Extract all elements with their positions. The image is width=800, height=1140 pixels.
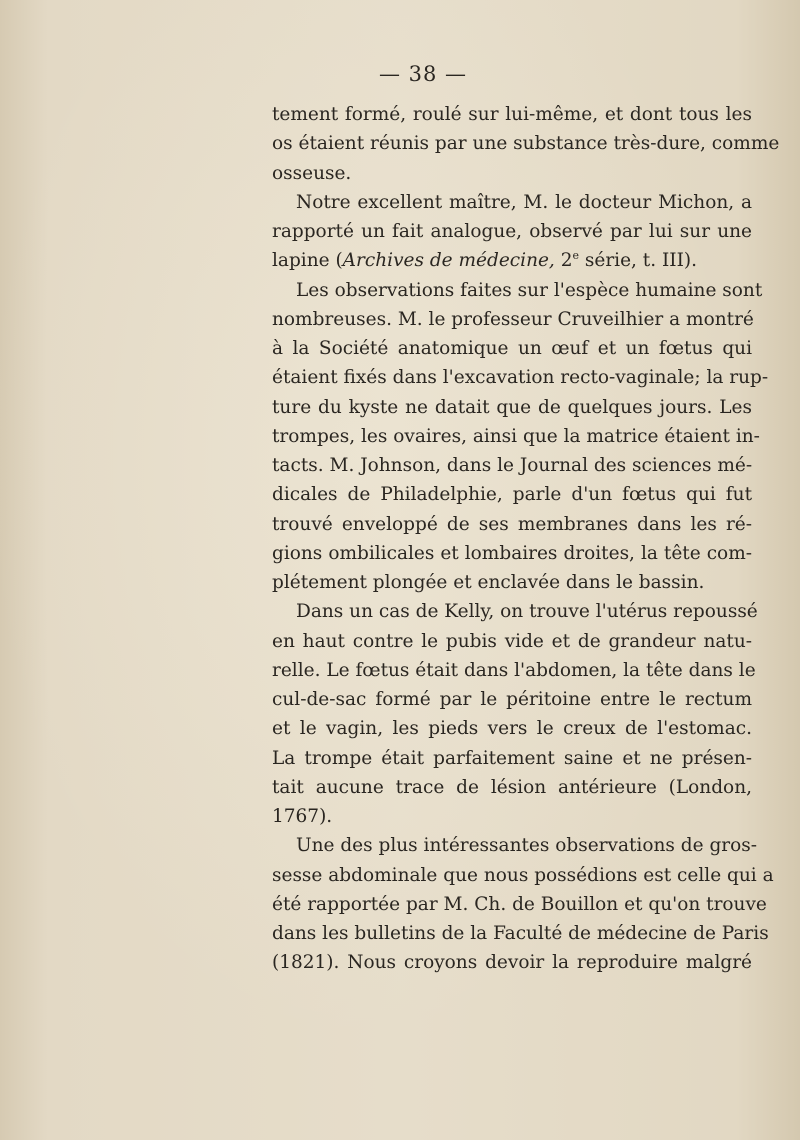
text-line: La trompe était parfaitement saine et ne présen- bbox=[272, 747, 752, 769]
text-line: tait aucune trace de lésion antérieure (London, bbox=[272, 776, 752, 798]
body-text bbox=[272, 100, 780, 978]
text-line: dans les bulletins de la Faculté de médecine de Paris bbox=[272, 923, 769, 944]
text-line: cul-de-sac formé par le péritoine entre le rectum bbox=[272, 689, 752, 710]
text-line: été rapportée par M. Ch. de Bouillon et qu'on trouve bbox=[272, 893, 767, 915]
text-line: Une des plus intéressantes observations de gros- bbox=[296, 835, 758, 857]
text-line: sesse abdominale que nous possédions est celle qui a bbox=[272, 864, 774, 886]
text-line: tacts. M. Johnson, dans le Journal des sciences mé- bbox=[272, 455, 753, 476]
superscript: e bbox=[572, 249, 579, 263]
text-line: à la Société anatomique un œuf et un fœtus qui bbox=[272, 338, 752, 359]
text-line: trouvé enveloppé de ses membranes dans les ré- bbox=[272, 513, 752, 535]
text-line: trompes, les ovaires, ainsi que la matrice étaient in- bbox=[272, 425, 760, 447]
text-line bbox=[272, 246, 752, 275]
text-segment: lapine ( bbox=[272, 250, 343, 272]
text-segment: série, t. III). bbox=[579, 250, 698, 272]
text-line: en haut contre le pubis vide et de grandeur natu- bbox=[272, 630, 752, 652]
text-line: (1821). Nous croyons devoir la reproduire malgré bbox=[272, 952, 752, 974]
text-line: Notre excellent maître, M. le docteur Michon, a bbox=[296, 191, 752, 213]
text-line: 1767). bbox=[272, 806, 333, 827]
text-line: relle. Le fœtus était dans l'abdomen, la tête dans le bbox=[272, 659, 756, 681]
text-line: Les observations faites sur l'espèce humaine sont bbox=[296, 279, 763, 301]
text-line: osseuse. bbox=[272, 162, 352, 184]
text-line: os étaient réunis par une substance très-dure, comme bbox=[272, 133, 780, 155]
text-line: ture du kyste ne datait que de quelques jours. Les bbox=[272, 396, 752, 418]
text-line: rapporté un fait analogue, observé par lui sur une bbox=[272, 221, 752, 242]
text-line: dicales de Philadelphie, parle d'un fœtus qui fut bbox=[272, 484, 752, 506]
text-segment: 2 bbox=[554, 250, 573, 272]
text-line: plétement plongée et enclavée dans le bassin. bbox=[272, 572, 705, 593]
page-number: — 38 — bbox=[378, 62, 468, 86]
text-line: tement formé, roulé sur lui-même, et dont tous les bbox=[272, 104, 752, 125]
text-line: Dans un cas de Kelly, on trouve l'utérus repoussé bbox=[296, 601, 758, 623]
text-line: nombreuses. M. le professeur Cruveilhier a montré bbox=[272, 308, 754, 330]
text-line: étaient fixés dans l'excavation recto-vaginale; la rup- bbox=[272, 367, 769, 389]
text-line: gions ombilicales et lombaires droites, la tête com- bbox=[272, 542, 752, 564]
text-line: et le vagin, les pieds vers le creux de l'estomac. bbox=[272, 718, 752, 740]
italic-citation: Archives de médecine, bbox=[342, 250, 555, 272]
